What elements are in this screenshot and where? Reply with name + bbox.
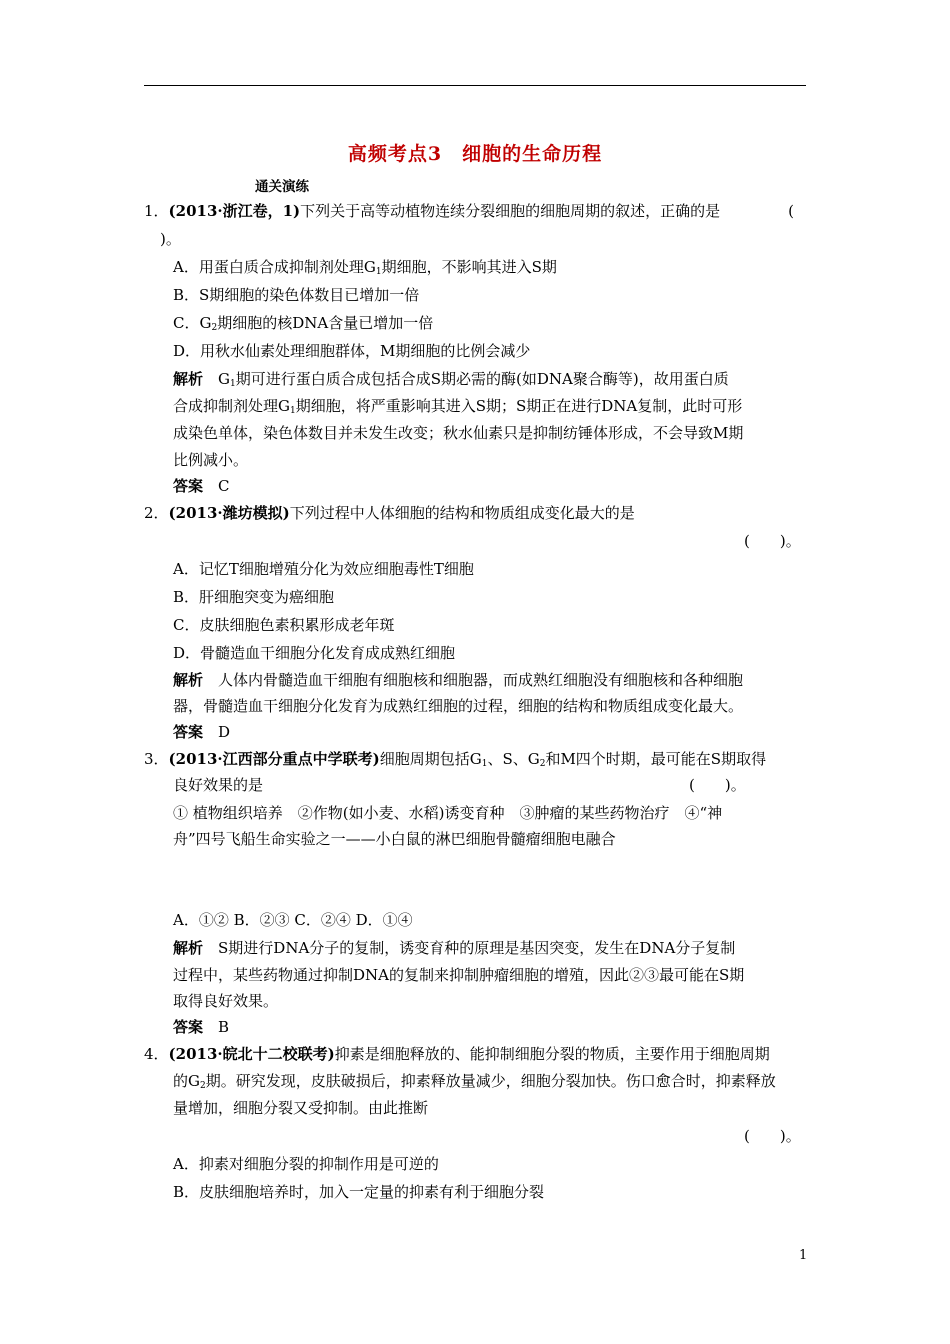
option-a: A．记忆T细胞增殖分化为效应细胞毒性T细胞 (173, 560, 474, 578)
header-rule (144, 85, 806, 86)
answer-line (173, 1017, 229, 1037)
answer-paren: ( )。 (689, 776, 746, 794)
question-1-paren-close: )。 (160, 230, 181, 248)
analysis-line: 合成抑制剂处理$G_1$期细胞，将严重影响其进入S期；S期正在进行DNA复制，此时可形 (173, 397, 743, 416)
question-number: 3． (144, 750, 169, 768)
question-source: (2013·江西部分重点中学联考) (168, 750, 380, 768)
analysis-line: 解析 S期进行DNA分子的复制，诱变育种的原理是基因突变，发生在DNA分子复制 (173, 939, 736, 957)
answer-paren: ( )。 (744, 532, 801, 550)
option-b: B．S期细胞的染色体数目已增加一倍 (173, 286, 420, 304)
option-c: C．$G_2$期细胞的核DNA含量已增加一倍 (173, 314, 434, 333)
question-number: 4． (144, 1045, 169, 1063)
question-number: 2． (144, 504, 169, 522)
answer-value: D (218, 723, 231, 741)
answer-value: B (218, 1018, 230, 1036)
options-line: A．①② B．②③ C．②④ D．①④ (173, 911, 413, 929)
page-number: 1 (799, 1248, 808, 1263)
answer-value: C (218, 477, 230, 495)
option-c: C．皮肤细胞色素积累形成老年斑 (173, 616, 395, 634)
answer-line (173, 722, 230, 742)
question-3-stem: 3．(2013·江西部分重点中学联考)细胞周期包括$G_1$、S、$G_2$和M四个时期，最可能在S期取得 (144, 750, 767, 769)
question-source: (2013·浙江卷，1) (168, 202, 301, 220)
option-b: B．皮肤细胞培养时，加入一定量的抑素有利于细胞分裂 (173, 1183, 545, 1201)
item-list-line: ① 植物组织培养 ②作物(如小麦、水稻)诱变育种 ③肿瘤的某些药物治疗 ④“神 (173, 804, 723, 822)
question-4-stem-cont: 的$G_2$期。研究发现，皮肤破损后，抑素释放量减少，细胞分裂加快。伤口愈合时，抑素释放 (173, 1072, 776, 1091)
question-4-stem-cont: 量增加，细胞分裂又受抑制。由此推断 (173, 1099, 429, 1117)
question-2-stem: 2．(2013·潍坊模拟)下列过程中人体细胞的结构和物质组成变化最大的是 (144, 504, 635, 522)
option-b: B．肝细胞突变为癌细胞 (173, 588, 335, 606)
answer-label: 答案 (173, 723, 204, 741)
analysis-line: 取得良好效果。 (173, 992, 279, 1010)
analysis-line: 过程中，某些药物通过抑制DNA的复制来抑制肿瘤细胞的增殖，因此②③最可能在S期 (173, 966, 745, 984)
analysis-line: 解析 $G_1$期可进行蛋白质合成包括合成S期必需的酶(如DNA聚合酶等)，故用蛋白质 (173, 370, 729, 389)
item-list-line: 舟”四号飞船生命实验之一——小白鼠的淋巴细胞骨髓瘤细胞电融合 (173, 830, 616, 848)
question-1-stem: 1．(2013·浙江卷，1)下列关于高等动植物连续分裂细胞的细胞周期的叙述，正确的是 ( (144, 202, 794, 220)
answer-label: 答案 (173, 1018, 204, 1036)
analysis-label: 解析 (173, 370, 204, 388)
analysis-line: 器，骨髓造血干细胞分化发育为成熟红细胞的过程，细胞的结构和物质组成变化最大。 (173, 697, 744, 715)
analysis-line: 解析 人体内骨髓造血干细胞有细胞核和细胞器，而成熟红细胞没有细胞核和各种细胞 (173, 671, 744, 689)
option-d: D．骨髓造血干细胞分化发育成成熟红细胞 (173, 644, 456, 662)
option-a: A．用蛋白质合成抑制剂处理$G_1$期细胞，不影响其进入S期 (173, 258, 557, 277)
answer-label: 答案 (173, 477, 204, 495)
section-subtitle: 通关演练 (255, 179, 309, 195)
question-number: 1． (144, 202, 169, 220)
option-a: A．抑素对细胞分裂的抑制作用是可逆的 (173, 1155, 439, 1173)
answer-paren: ( )。 (744, 1127, 801, 1145)
option-d: D．用秋水仙素处理细胞群体，M期细胞的比例会减少 (173, 342, 531, 360)
analysis-label: 解析 (173, 671, 204, 689)
analysis-label: 解析 (173, 939, 204, 957)
question-4-stem: 4．(2013·皖北十二校联考)抑素是细胞释放的、能抑制细胞分裂的物质，主要作用于细胞周期 (144, 1045, 770, 1063)
question-source: (2013·皖北十二校联考) (168, 1045, 335, 1063)
analysis-line: 成染色单体，染色体数目并未发生改变；秋水仙素只是抑制纺锤体形成，不会导致M期 (173, 424, 744, 442)
question-3-stem-cont: 良好效果的是 (173, 776, 264, 794)
answer-paren-open: ( (788, 202, 794, 220)
question-source: (2013·潍坊模拟) (168, 504, 290, 522)
answer-line (173, 476, 230, 496)
analysis-line: 比例减小。 (173, 451, 249, 469)
page-title: 高频考点3 细胞的生命历程 (347, 143, 603, 165)
